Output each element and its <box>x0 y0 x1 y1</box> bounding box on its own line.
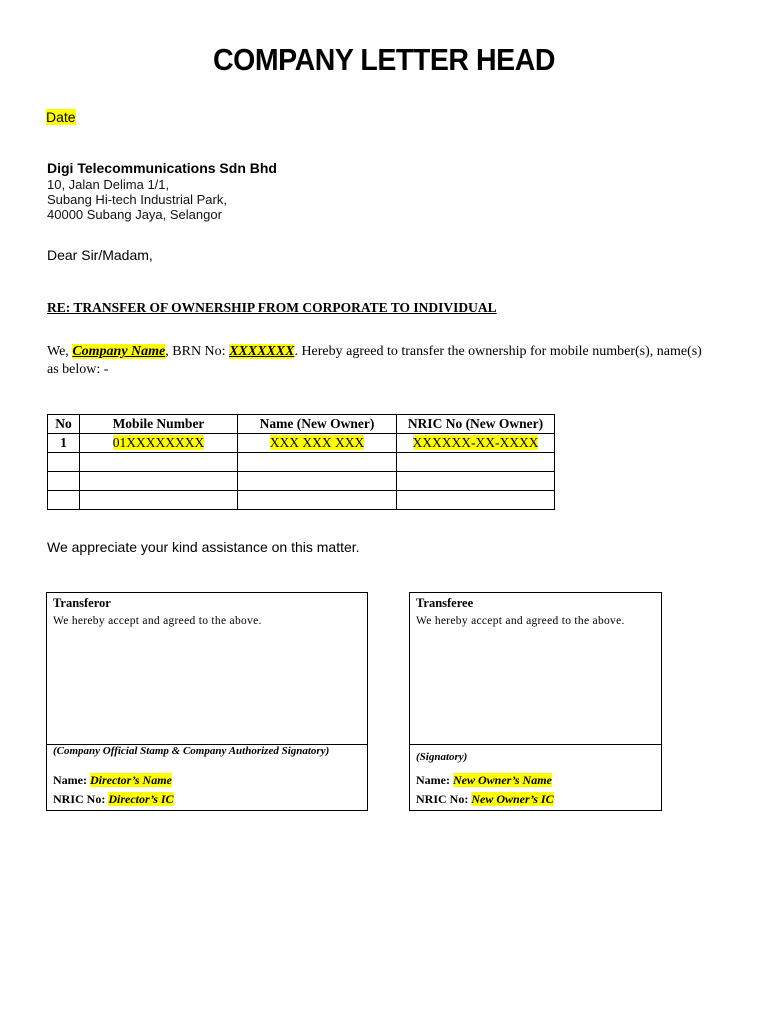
table-cell: 1 <box>48 434 80 453</box>
table-cell <box>80 472 238 491</box>
transferor-box <box>46 592 368 811</box>
name-label: Name: <box>53 773 90 787</box>
name-label: Name: <box>416 773 453 787</box>
transferee-details <box>410 745 661 810</box>
brn-number-field: XXXXXXX <box>229 344 295 359</box>
transferor-nric-row <box>53 792 174 807</box>
new-owner-ic-field: New Owner’s IC <box>471 792 554 806</box>
transferee-box <box>409 592 662 811</box>
table-cell <box>397 472 555 491</box>
table-cell <box>48 472 80 491</box>
director-name-field: Director’s Name <box>89 773 172 787</box>
table-cell <box>238 472 397 491</box>
address-line: 40000 Subang Jaya, Selangor <box>47 207 222 222</box>
transferee-nric-row <box>416 792 554 807</box>
transferee-note: (Signatory) <box>416 751 468 763</box>
table-cell <box>80 491 238 510</box>
transferee-label: Transferee <box>416 596 474 610</box>
address-line: 10, Jalan Delima 1/1, <box>47 177 170 192</box>
subject-line: RE: TRANSFER OF OWNERSHIP FROM CORPORATE TO INDIVIDUAL <box>47 300 497 315</box>
transferor-signature-area <box>47 593 367 745</box>
transferee-signature-area <box>410 593 661 745</box>
recipient-address <box>47 161 277 222</box>
body-rest: . Hereby agreed to transfer the ownership for mobile number(s), name(s) as below: - <box>47 344 702 377</box>
ownership-table <box>47 414 555 510</box>
director-ic-field: Director’s IC <box>108 792 174 806</box>
mobile-number-value: 01XXXXXXXX <box>112 435 205 450</box>
body-we: We, <box>47 344 73 359</box>
column-header: No <box>48 415 80 434</box>
column-header: Mobile Number <box>80 415 238 434</box>
column-header: NRIC No (New Owner) <box>397 415 555 434</box>
table-cell <box>238 453 397 472</box>
body-paragraph <box>47 343 707 379</box>
table-row <box>48 434 555 453</box>
address-line: Subang Hi-tech Industrial Park, <box>47 192 227 207</box>
transferor-note: (Company Official Stamp & Company Authorized Signatory) <box>53 745 330 757</box>
greeting: Dear Sir/Madam, <box>47 247 153 263</box>
appreciation-line: We appreciate your kind assistance on this matter. <box>47 539 360 555</box>
table-row <box>48 491 555 510</box>
body-brn-prefix: , BRN No: <box>165 344 230 359</box>
date-field <box>46 109 76 125</box>
new-owner-name-field: New Owner’s Name <box>452 773 552 787</box>
transferor-details <box>47 745 367 810</box>
table-cell <box>80 453 238 472</box>
table-cell <box>397 453 555 472</box>
date-label: Date <box>46 109 76 125</box>
table-cell <box>238 434 397 453</box>
table-cell <box>48 491 80 510</box>
transferee-name-row <box>416 773 552 788</box>
table-cell <box>80 434 238 453</box>
page-title: COMPANY LETTER HEAD <box>213 42 555 77</box>
table-cell <box>397 491 555 510</box>
table-cell <box>48 453 80 472</box>
table-row <box>48 472 555 491</box>
table-cell <box>238 491 397 510</box>
column-header: Name (New Owner) <box>238 415 397 434</box>
nric-value: XXXXXX-XX-XXXX <box>412 435 539 450</box>
nric-label: NRIC No: <box>416 792 472 806</box>
table-header-row <box>48 415 555 434</box>
transferor-label: Transferor <box>53 596 111 610</box>
owner-name-value: XXX XXX XXX <box>269 435 365 450</box>
table-cell <box>397 434 555 453</box>
transferee-accept-text: We hereby accept and agreed to the above. <box>416 615 625 627</box>
nric-label: NRIC No: <box>53 792 109 806</box>
transferor-accept-text: We hereby accept and agreed to the above. <box>53 615 262 627</box>
transferor-name-row <box>53 773 172 788</box>
table-row <box>48 453 555 472</box>
company-name-field: Company Name <box>72 344 166 359</box>
recipient-company: Digi Telecommunications Sdn Bhd <box>47 160 277 176</box>
